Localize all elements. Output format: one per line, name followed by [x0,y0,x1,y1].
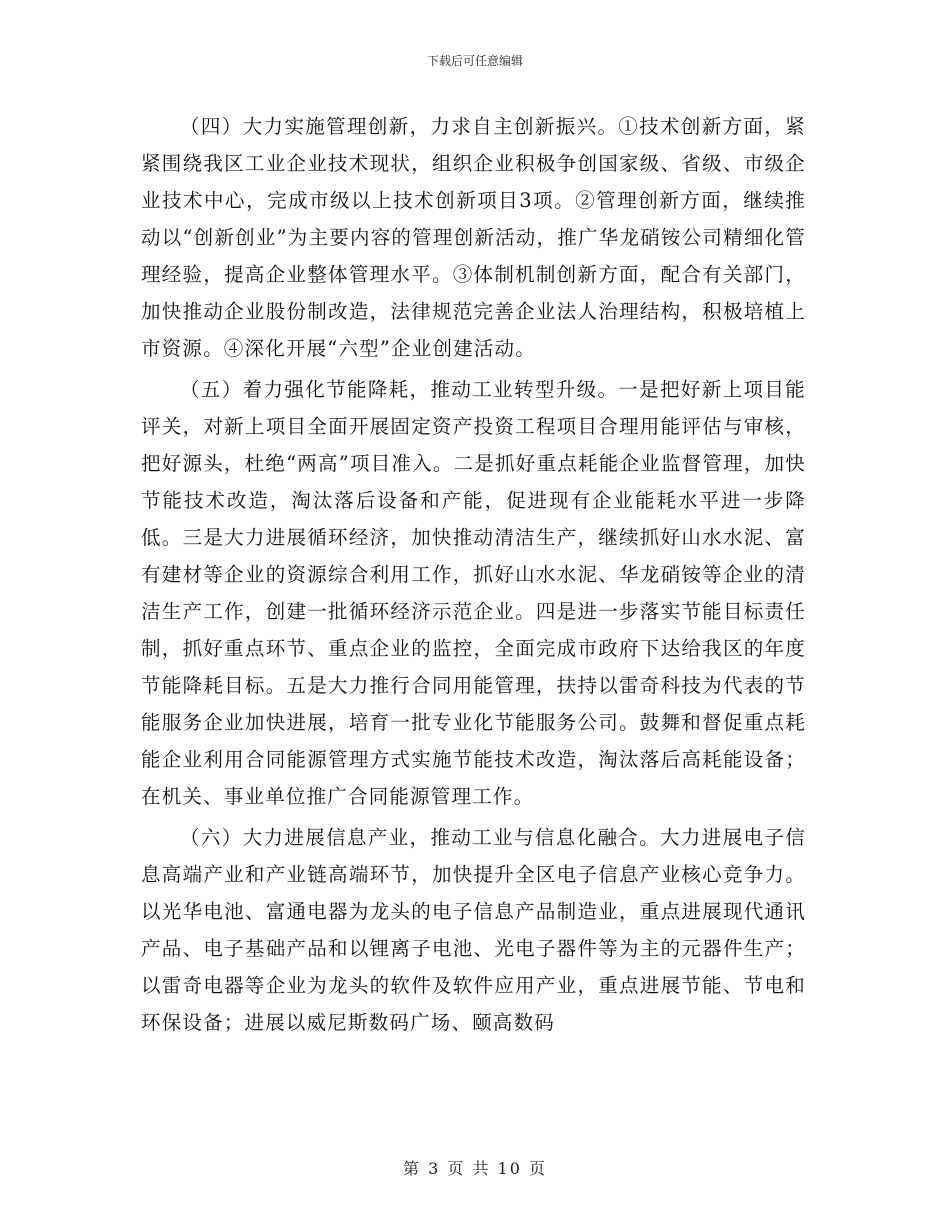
document-body [141,108,806,1045]
page-footer: 第 3 页 共 10 页 [403,1159,547,1178]
paragraph-energy-saving: （五）着力强化节能降耗，推动工业转型升级。一是把好新上项目能评关，对新上项目全面开展固定资产投资工程项目合理用能评估与审核，把好源头，杜绝“两高”项目准入。二是抓好重点耗能企业监督管理，加快节能技术改造，淘汰落后设备和产能，促进现有企业能耗水平进一步降低。三是大力进展循环经济，加快推动清洁生产，继续抓好山水水泥、富有建材等企业的资源综合利用工作，抓好山水水泥、华龙硝铵等企业的清洁生产工作，创建一批循环经济示范企业。四是进一步落实节能目标责任制，抓好重点环节、重点企业的监控，全面完成市政府下达给我区的年度节能降耗目标。五是大力推行合同用能管理，扶持以雷奇科技为代表的节能服务企业加快进展，培育一批专业化节能服务公司。鼓舞和督促重点耗能企业利用合同能源管理方式实施节能技术改造，淘汰落后高耗能设备；在机关、事业单位推广合同能源管理工作。 [141,378,806,808]
page-header: 下载后可任意编辑 [426,54,523,68]
paragraph-information-industry: （六）大力进展信息产业，推动工业与信息化融合。大力进展电子信息高端产业和产业链高端环节，加快提升全区电子信息产业核心竞争力。以光华电池、富通电器为龙头的电子信息产品制造业，重点进展现代通讯产品、电子基础产品和以锂离子电池、光电子器件等为主的元器件生产；以雷奇电器等企业为龙头的软件及软件应用产业，重点进展节能、节电和环保设备；进展以威尼斯数码广场、颐高数码 [141,826,806,1034]
paragraph-management-innovation: （四）大力实施管理创新，力求自主创新振兴。①技术创新方面，紧紧围绕我区工业企业技术现状，组织企业积极争创国家级、省级、市级企业技术中心，完成市级以上技术创新项目3项。②管理创新方面，继续推动以“创新创业”为主要内容的管理创新活动，推广华龙硝铵公司精细化管理经验，提高企业整体管理水平。③体制机制创新方面，配合有关部门，加快推动企业股份制改造，法律规范完善企业法人治理结构，积极培植上市资源。④深化开展“六型”企业创建活动。 [141,115,806,360]
